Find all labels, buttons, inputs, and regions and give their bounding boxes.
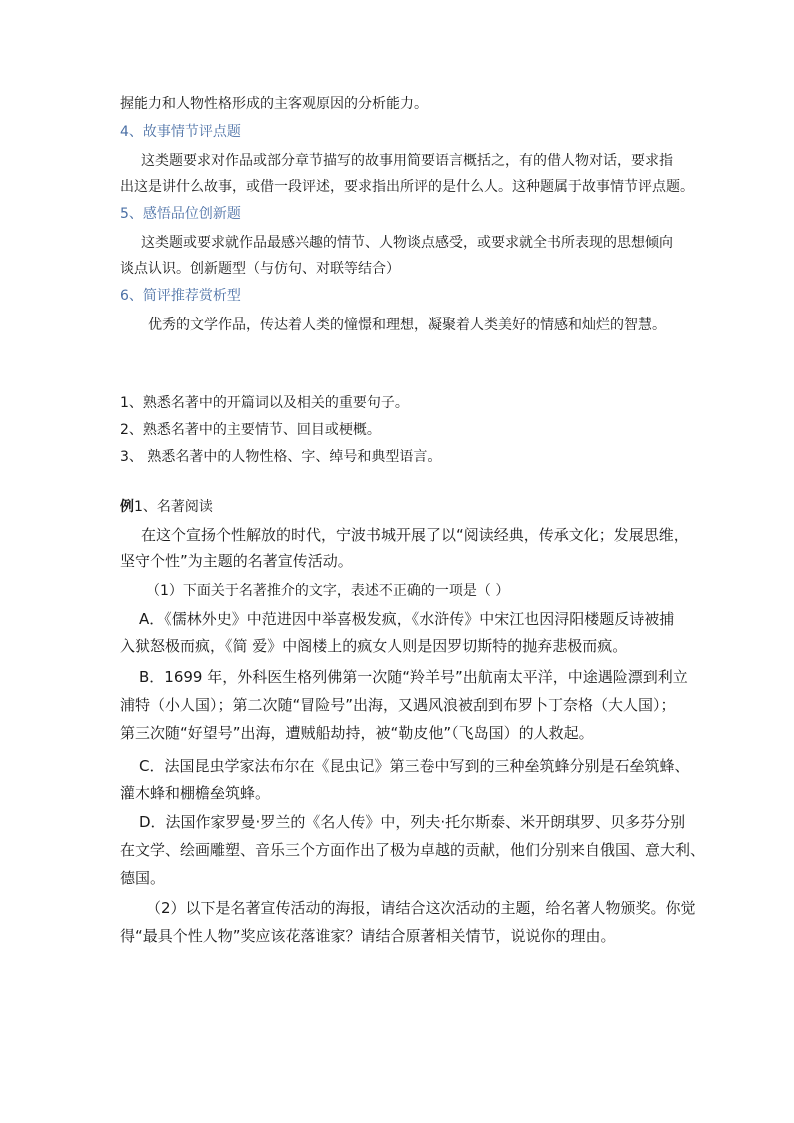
section-5-line-2: 谈点认识。创新题型（与仿句、对联等结合） — [120, 261, 400, 277]
question-2-line-2: 得“最具个性人物”奖应该花落谁家？请结合原著相关情节，说说你的理由。 — [120, 927, 616, 945]
section-heading-4: 4、故事情节评点题 — [120, 124, 241, 140]
example-intro-line-1: 在这个宣扬个性解放的时代，宁波书城开展了以“阅读经典，传承文化；发展思维， — [141, 526, 689, 544]
question-2-line-1: （2）以下是名著宣传活动的海报，请结合这次活动的主题，给名著人物颁奖。你觉 — [146, 899, 696, 917]
option-c-line-1: C．法国昆虫学家法布尔在《昆虫记》第三卷中写到的三种垒筑蜂分别是石垒筑蜂、 — [139, 757, 690, 775]
section-4-line-1: 这类题要求对作品或部分章节描写的故事用简要语言概括之，有的借人物对话，要求指 — [141, 153, 673, 169]
section-6-line-1: 优秀的文学作品，传达着人类的憧憬和理想，凝聚着人类美好的情感和灿烂的智慧。 — [148, 317, 666, 333]
intro-line: 握能力和人物性格形成的主客观原因的分析能力。 — [120, 96, 428, 112]
option-a-line-1: A．《儒林外史》中范进因中举喜极发疯，《水浒传》中宋江也因浔阳楼题反诗被捕 — [139, 610, 675, 628]
point-3: 3、 熟悉名著中的人物性格、字、绰号和典型语言。 — [120, 449, 442, 465]
option-c-line-2: 灌木蜂和棚檐垒筑蜂。 — [120, 784, 271, 802]
option-b-line-1: B．1699 年，外科医生格列佛第一次随“羚羊号”出航南太平洋，中途遇险漂到利立 — [139, 668, 688, 686]
example-label-rest: 1、名著阅读 — [134, 499, 213, 515]
section-5-line-1: 这类题或要求就作品最感兴趣的情节、人物谈点感受，或要求就全书所表现的思想倾向 — [141, 235, 673, 251]
question-1: （1）下面关于名著推介的文字，表述不正确的一项是（ ） — [146, 583, 510, 599]
example-label — [120, 497, 213, 517]
point-2: 2、熟悉名著中的主要情节、回目或梗概。 — [120, 422, 381, 438]
option-b-line-2: 浦特（小人国）；第二次随“冒险号”出海，又遇风浪被刮到布罗卜丁奈格（大人国）； — [120, 696, 676, 714]
option-d-line-1: D．法国作家罗曼·罗兰的《名人传》中，列夫·托尔斯泰、米开朗琪罗、贝多芬分别 — [139, 813, 686, 831]
section-heading-6: 6、简评推荐赏析型 — [120, 288, 241, 304]
point-1: 1、熟悉名著中的开篇词以及相关的重要句子。 — [120, 395, 409, 411]
option-d-line-2: 在文学、绘画雕塑、音乐三个方面作出了极为卓越的贡献，他们分别来自俄国、意大利、 — [120, 841, 706, 859]
option-b-line-3: 第三次随“好望号”出海，遭贼船劫持，被“勒皮他”（飞岛国）的人救起。 — [120, 724, 594, 742]
option-d-line-3: 德国。 — [120, 869, 166, 887]
option-a-line-2: 入狱怒极而疯，《简 爱》中阁楼上的疯女人则是因罗切斯特的抛弃悲极而疯。 — [120, 637, 628, 655]
section-heading-5: 5、感悟品位创新题 — [120, 206, 241, 222]
example-label-bold: 例 — [120, 499, 134, 515]
section-4-line-2: 出这是讲什么故事，或借一段评述，要求指出所评的是什么人。这种题属于故事情节评点题。 — [120, 179, 694, 195]
example-intro-line-2: 坚守个性”为主题的名著宣传活动。 — [120, 552, 353, 570]
